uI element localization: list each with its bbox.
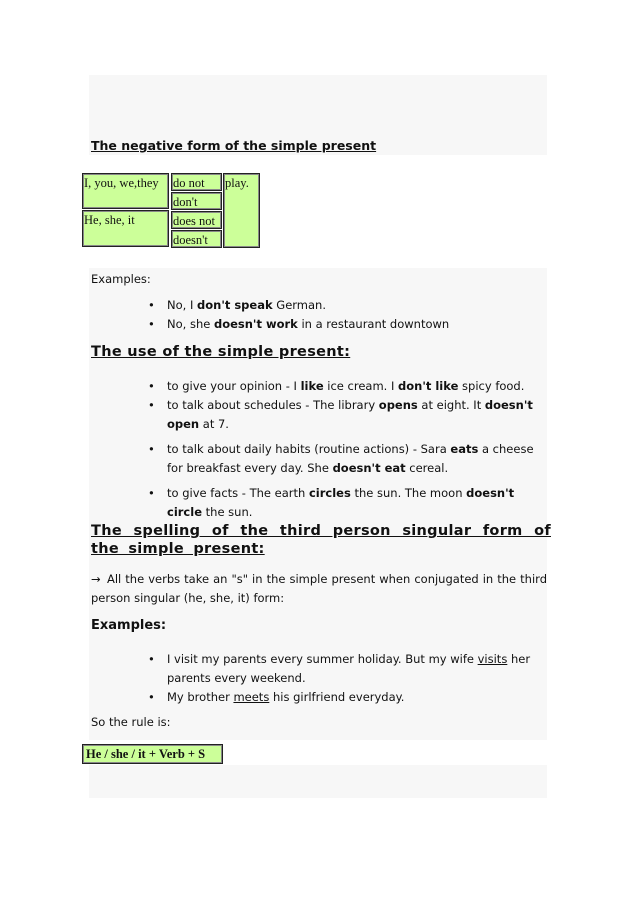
section-title-spelling: The spelling of the third person singular form of the simple present: [91,523,551,557]
examples-list-2 [145,650,549,707]
aux-cell-doesnt: doesn't [171,230,222,248]
list-item: • to talk about schedules - The library opens at eight. It doesn't open at 7. [145,396,549,434]
subject-cell-singular: He, she, it [82,210,169,247]
examples-list-1 [145,296,545,334]
so-rule-text: So the rule is: [91,715,171,729]
subject-cell-plural: I, you, we,they [82,173,169,209]
arrow-icon: → [91,572,101,586]
bottom-band [89,765,547,798]
use-list [145,377,549,522]
list-item: • I visit my parents every summer holiday. But my wife visits her parents every weekend. [145,650,549,688]
examples-label-1: Examples: [91,272,151,286]
list-item: • to give facts - The earth circles the sun. The moon doesn't circle the sun. [145,484,549,522]
spelling-rule: → All the verbs take an "s" in the simple present when conjugated in the third person singular (he, she, it) form: [91,572,547,605]
aux-cell-dont: don't [171,192,222,210]
list-item: • No, she doesn't work in a restaurant downtown [145,315,545,334]
list-item: • No, I don't speak German. [145,296,545,315]
list-item: • My brother meets his girlfriend everyday. [145,688,549,707]
aux-cell-does-not: does not [171,211,222,229]
formula-box: He / she / it + Verb + S [82,744,223,764]
list-item: • to talk about daily habits (routine actions) - Sara eats a cheese for breakfast every day. She doesn't eat cereal. [145,440,549,478]
section-title-use: The use of the simple present: [91,344,351,360]
examples-label-2: Examples: [91,618,167,633]
verb-cell-play: play. [223,173,260,248]
list-item: • to give your opinion - I like ice cream. I don't like spicy food. [145,377,549,396]
aux-cell-do-not: do not [171,173,222,191]
section-title-negative: The negative form of the simple present [91,138,377,153]
